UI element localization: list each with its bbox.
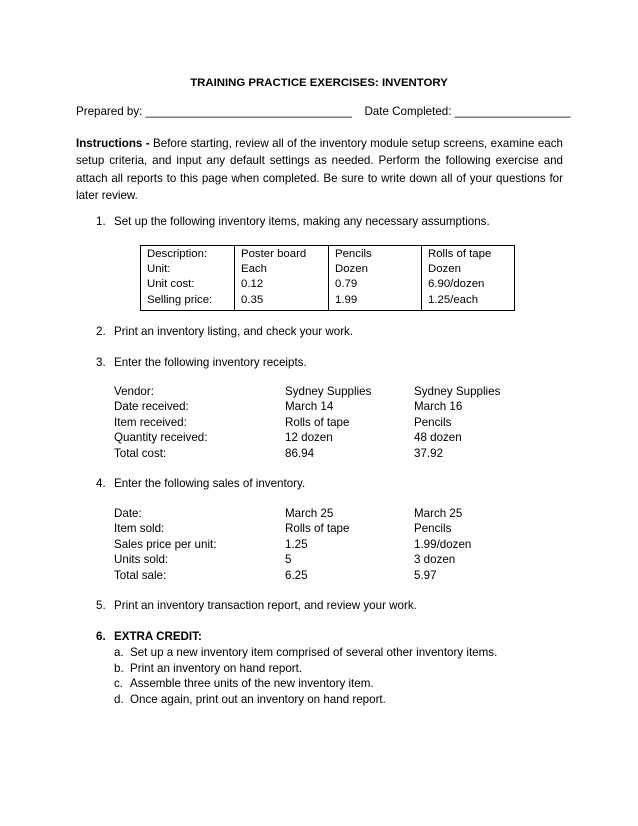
list-item [114,521,534,536]
cell-line: Rolls of tape [428,248,492,260]
item-text: Enter the following sales of inventory. [114,477,306,490]
item-text: Print an inventory transaction report, and review your work. [114,599,417,612]
cell-line: 0.35 [241,293,264,306]
list-item [114,676,564,692]
cell-line: Each [241,263,267,276]
sub-item-letter: b. [114,661,124,675]
sale-value-1: March 25 [285,507,334,520]
sub-item-text: Once again, print out an inventory on hand report. [130,692,386,706]
cell-line: 1.99 [335,293,358,306]
item-text: EXTRA CREDIT: [114,630,202,643]
cell-line: Poster board [241,248,307,260]
sale-value-1: 1.25 [285,537,308,551]
table-cell [235,246,329,311]
cell-line: Dozen [428,263,461,276]
receipt-value-1: Sydney Supplies [285,385,372,398]
receipt-field-label: Item received: [114,415,187,429]
prepared-by-blank: ________________________________ [145,105,352,118]
list-item [114,661,564,677]
cell-line: Dozen [335,263,368,276]
item-text: Enter the following inventory receipts. [114,356,307,369]
item-text: Set up the following inventory items, making any necessary assumptions. [114,215,490,228]
sale-value-2: March 25 [414,507,463,520]
sale-field-label: Sales price per unit: [114,537,217,551]
prepared-line [76,104,576,120]
receipt-field-label: Date received: [114,400,189,414]
sale-value-2: 1.99/dozen [414,537,472,551]
sale-value-1: 6.25 [285,568,308,582]
cell-line: 1.25/each [428,293,479,306]
sub-item-letter: a. [114,646,124,659]
receipts-list [114,384,534,461]
list-item [114,537,534,552]
table-row [141,246,515,311]
receipt-field-label: Quantity received: [114,431,208,445]
list-item [114,430,534,445]
instructions-paragraph [76,135,563,204]
sale-field-label: Units sold: [114,553,169,567]
sale-field-label: Total sale: [114,568,167,582]
receipt-field-label: Total cost: [114,446,167,460]
inventory-items-table [140,245,515,311]
receipt-value-2: Pencils [414,415,452,429]
receipt-value-1: 86.94 [285,446,315,460]
list-item [114,692,564,708]
sub-item-text: Assemble three units of the new inventory item. [130,677,374,690]
list-item [114,415,534,430]
item-number: 3. [96,356,106,369]
sub-item-text: Set up a new inventory item comprised of several other inventory items. [130,646,498,659]
sub-item-letter: d. [114,692,124,706]
list-item [114,446,534,461]
list-item [114,552,534,567]
list-item [114,568,534,583]
receipt-value-2: Sydney Supplies [414,385,501,398]
receipt-value-1: 12 dozen [285,431,333,445]
sale-value-1: 5 [285,553,292,567]
item-number: 6. [96,630,106,643]
receipt-value-2: March 16 [414,400,463,414]
sub-item-text: Print an inventory on hand report. [130,661,303,675]
cell-line: Unit cost: [147,278,195,291]
extra-credit-list [114,645,564,707]
list-item [114,506,534,521]
list-item [114,399,534,414]
sub-item-letter: c. [114,677,124,690]
sale-value-1: Rolls of tape [285,522,350,536]
date-completed-label: Date Completed: [364,105,452,118]
instructions-label: Instructions - [76,137,150,150]
table-cell [141,246,235,311]
list-item [114,384,534,399]
item-number: 2. [96,325,106,338]
cell-line: 0.12 [241,278,264,291]
cell-line: Unit: [147,263,171,276]
page-title: TRAINING PRACTICE EXERCISES: INVENTORY [190,77,448,89]
table-cell [422,246,515,311]
sale-value-2: 5.97 [414,568,437,582]
prepared-by-label: Prepared by: [76,105,143,118]
receipt-value-1: Rolls of tape [285,415,350,429]
list-item [114,645,564,661]
item-number: 5. [96,599,106,612]
receipt-field-label: Vendor: [114,385,154,398]
table-cell [329,246,422,311]
item-number: 4. [96,477,106,490]
cell-line: 6.90/dozen [428,278,485,291]
cell-line: 0.79 [335,278,358,291]
sale-field-label: Date: [114,507,142,520]
item-text: Print an inventory listing, and check your work. [114,325,354,338]
sale-value-2: 3 dozen [414,553,456,567]
sale-value-2: Pencils [414,522,452,536]
sale-field-label: Item sold: [114,522,165,536]
receipt-value-1: March 14 [285,400,334,414]
cell-line: Selling price: [147,293,213,306]
cell-line: Pencils [335,248,372,260]
item-number: 1. [96,215,106,228]
cell-line: Description: [147,248,208,260]
receipt-value-2: 48 dozen [414,431,462,445]
sales-list [114,506,534,583]
date-completed-blank: __________________ [454,105,571,118]
instructions-text: Before starting, review all of the inventory module setup screens, examine each setup criteria, and input any default settings as needed. Perform the following exercise and attach all reports to this page when completed. Be sure to write down all of your questions for later review. [76,137,563,202]
receipt-value-2: 37.92 [414,446,444,460]
